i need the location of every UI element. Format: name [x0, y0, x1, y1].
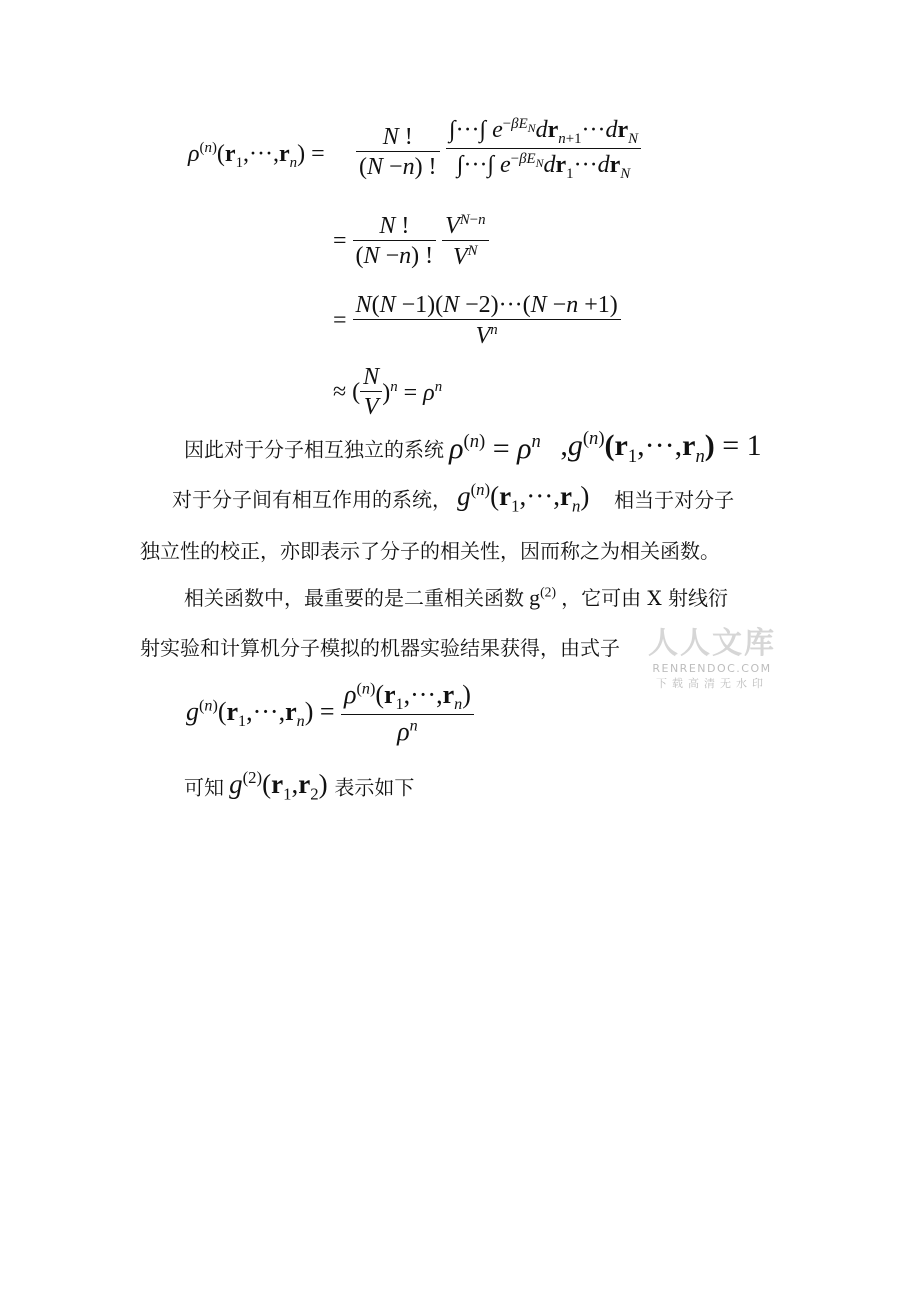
equation-block — [0, 0, 920, 440]
p2-text-b: 相当于对分子 — [614, 487, 735, 512]
p2-text-a: 对于分子间有相互作用的系统， — [172, 487, 452, 512]
g-definition-equation: $g^{(n)}(r_1,\cdot\cdot\cdot,r_n)$ = $\frac{\rho^{(n)}(r_1,\cdot\cdot\cdot,r_n)}{\rho^n}$ — [186, 680, 474, 747]
p4-text-b: 表示如下 — [334, 775, 415, 800]
watermark-slogan: 下载高清无水印 — [656, 677, 768, 690]
paragraph-independent — [184, 428, 762, 468]
p1-text: 因此对于分子相互独立的系统 — [184, 437, 444, 462]
p1-inline-g-eq-1: $,g^{(n)}(r_1,\cdot\cdot\cdot,r_n) = 1$ — [560, 428, 762, 467]
watermark-title: 人人文库 — [648, 626, 776, 661]
paragraph-interacting-line2: 独立性的校正，亦即表示了分子的相关性，因而称之为相关函数。 — [140, 539, 720, 563]
eq1-factorial-fraction: $\frac{N !}{(N -n) !}$ — [356, 124, 440, 181]
eq3: = $\frac{N(N -1)(N -2)\cdot\cdot\cdot(N -n +1)}{V^n}$ — [333, 292, 621, 350]
eq1-integral-fraction: ∫···∫ $e^{-\beta E_N}dr_{n+1}\cdot\cdot\cdot dr_N$ ∫···∫ $e^{-\beta E_N}dr_1\cdot\cdot\cdot dr_N$ — [446, 116, 641, 183]
eq4: ≈ ( $\frac{N}{V}$ )$^n = \rho^n$ — [333, 364, 443, 420]
p3-text-b: ，它可由 X 射线衍 — [561, 586, 729, 610]
paragraph-pair-correlation-line1 — [184, 582, 728, 611]
eq2: = $\frac{N !}{(N -n) !}$ $\frac{V^{N-n}}{V^N}$ — [333, 212, 489, 271]
p4-inline-g2-pair: $g^{(2)}(r_1,r_2)$ — [229, 768, 335, 804]
paragraph-interacting-line1 — [172, 480, 734, 516]
p3-text-a: 相关函数中，最重要的是二重相关函数 — [184, 586, 524, 610]
eq1-lhs: $\rho^{(n)}(r_1,\cdot\cdot\cdot,r_n)$ = — [188, 140, 325, 171]
p2-inline-g: $g^{(n)}(r_1,\cdot\cdot\cdot,r_n)$ — [457, 480, 597, 516]
paragraph-g2-intro — [184, 768, 414, 804]
p1-inline-rho: $\rho^{(n)} = \rho^n$ — [449, 430, 541, 465]
watermark-site: RENRENDOC.COM — [652, 662, 772, 675]
p4-text-a: 可知 — [184, 775, 224, 800]
paragraph-pair-correlation-line2: 射实验和计算机分子模拟的机器实验结果获得，由式子 — [140, 636, 620, 660]
watermark — [648, 618, 776, 691]
p3-inline-g2: $g^{(2)}$ — [529, 584, 556, 610]
